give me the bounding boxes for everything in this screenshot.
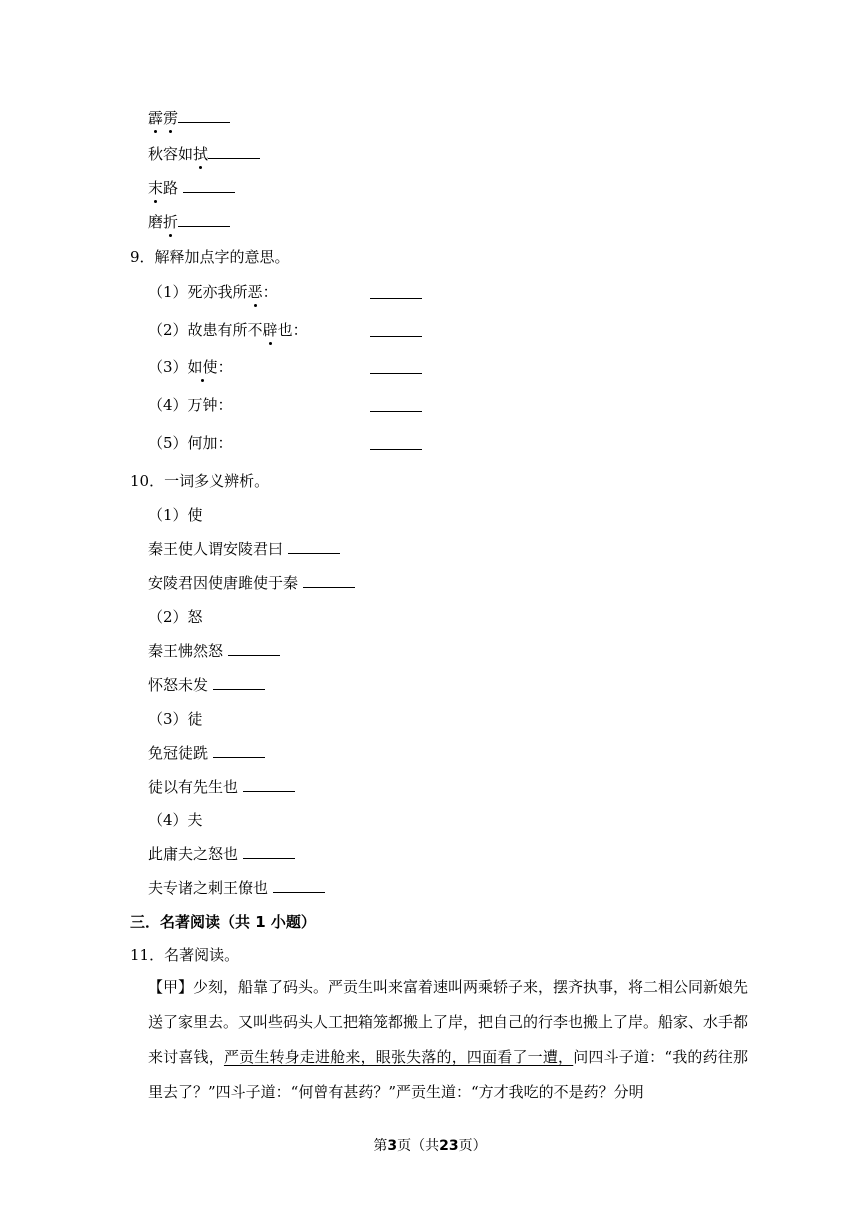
reading-passage: 【甲】少刻，船靠了码头。严贡生叫来富着速叫两乘轿子来，摆齐执事，将二相公同新娘先送了家里去。又叫些码头人工把箱笼都搬上了岸，把自己的行李也搬上了岸。船家、水手都来讨喜钱，严贡生转身走进舱来，眼张失落的，四面看了一遭，问四斗子道：“我的药往那里去了？”四斗子道：“何曾有甚药？”严贡生道：“方才我吃的不是药？分明 bbox=[148, 978, 749, 1101]
answer-blank[interactable] bbox=[288, 539, 340, 554]
q10-line: 安陵君因使唐雎使于秦 bbox=[148, 573, 355, 593]
q9-item: （5）何加： bbox=[148, 434, 233, 452]
answer-blank[interactable] bbox=[370, 284, 422, 299]
answer-blank[interactable] bbox=[183, 178, 235, 193]
q9-item: （1）死亦我所恶： bbox=[148, 283, 278, 301]
vocab-item: 磨折 bbox=[148, 212, 230, 232]
answer-blank[interactable] bbox=[228, 641, 280, 656]
answer-blank[interactable] bbox=[370, 359, 422, 374]
q9-item: （4）万钟： bbox=[148, 396, 233, 414]
section-heading: 三．名著阅读（共 1 小题） bbox=[130, 913, 316, 931]
answer-blank[interactable] bbox=[213, 743, 265, 758]
answer-blank[interactable] bbox=[178, 212, 230, 227]
vocab-item: 秋容如拭 bbox=[148, 144, 260, 164]
vocab-item: 末路 bbox=[148, 178, 235, 198]
q10-line: 秦王使人谓安陵君曰 bbox=[148, 539, 340, 559]
q10-line: 秦王怫然怒 bbox=[148, 641, 280, 661]
answer-blank[interactable] bbox=[208, 144, 260, 159]
answer-blank[interactable] bbox=[243, 844, 295, 859]
answer-blank[interactable] bbox=[178, 108, 230, 123]
question-10-title: 10．一词多义辨析。 bbox=[130, 472, 270, 490]
answer-blank[interactable] bbox=[370, 397, 422, 412]
answer-blank[interactable] bbox=[243, 777, 295, 792]
answer-blank[interactable] bbox=[213, 675, 265, 690]
q9-item: （3）如使： bbox=[148, 358, 233, 376]
answer-blank[interactable] bbox=[370, 322, 422, 337]
q10-group-label: （4）夫 bbox=[148, 811, 203, 829]
answer-blank[interactable] bbox=[370, 435, 422, 450]
q10-line: 怀怒未发 bbox=[148, 675, 265, 695]
page-number: 3 bbox=[387, 1138, 398, 1154]
question-11-title: 11．名著阅读。 bbox=[130, 946, 240, 964]
question-9-title: 9．解释加点字的意思。 bbox=[130, 248, 290, 266]
q10-line: 徒以有先生也 bbox=[148, 777, 295, 797]
q10-line: 夫专诸之刺王僚也 bbox=[148, 878, 325, 898]
vocab-item: 霹雳 bbox=[148, 108, 230, 128]
q10-group-label: （3）徒 bbox=[148, 710, 203, 728]
q9-item: （2）故患有所不辟也： bbox=[148, 321, 308, 339]
q10-group-label: （1）使 bbox=[148, 506, 203, 524]
page-total: 23 bbox=[439, 1138, 459, 1154]
underlined-sentence: 严贡生转身走进舱来，眼张失落的，四面看了一遭， bbox=[223, 1048, 574, 1066]
page-footer: 第3页（共23页） bbox=[373, 1138, 487, 1154]
q10-line: 免冠徒跣 bbox=[148, 743, 265, 763]
q10-group-label: （2）怒 bbox=[148, 608, 203, 626]
q10-line: 此庸夫之怒也 bbox=[148, 844, 295, 864]
answer-blank[interactable] bbox=[273, 878, 325, 893]
answer-blank[interactable] bbox=[303, 573, 355, 588]
